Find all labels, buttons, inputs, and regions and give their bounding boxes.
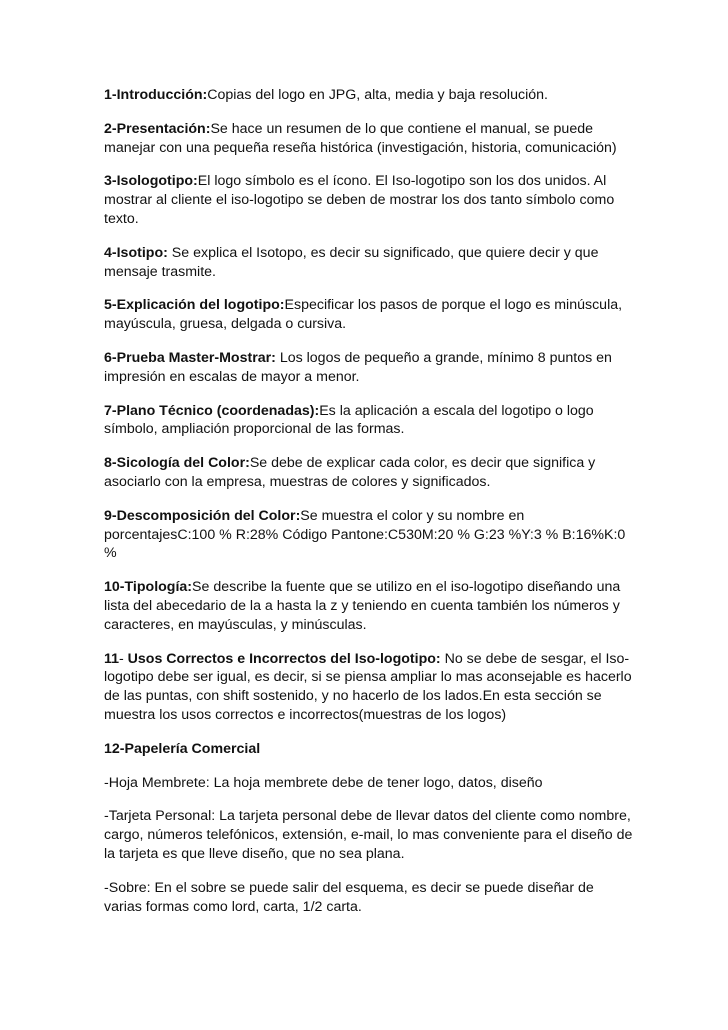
section-6-heading: 6-Prueba Master-Mostrar: bbox=[104, 349, 276, 366]
section-8-text: Se debe de explicar cada color, es decir que significa y asociarlo con la empresa, muestras de colores y significados. bbox=[104, 455, 596, 490]
item-sobre-text: -Sobre: En el sobre se puede salir del esquema, es decir se puede diseñar de varias formas como lord, carta, 1/2 carta. bbox=[104, 879, 594, 915]
section-10-text: Se describe la fuente que se utilizo en el iso-logotipo diseñando una lista del abecedario de la a hasta la z y teniendo en cuenta también los números y caracteres, en mayúsculas, y minúsculas. bbox=[104, 579, 621, 633]
section-7-text: Es la aplicación a escala del logotipo o logo símbolo, ampliación proporcional de las formas. bbox=[104, 402, 594, 438]
section-9-heading: 9-Descomposición del Color: bbox=[104, 507, 301, 524]
item-hoja-membrete-text: -Hoja Membrete: La hoja membrete debe de tener logo, datos, diseño bbox=[104, 774, 543, 791]
section-3-text: El logo símbolo es el ícono. El Iso-logotipo son los dos unidos. Al mostrar al cliente el iso-logotipo se deben de mostrar los dos tanto símbolo como texto. bbox=[104, 173, 615, 227]
section-5-text: Especificar los pasos de porque el logo es minúscula, mayúscula, gruesa, delgada o cursiva. bbox=[104, 297, 623, 333]
item-sobre bbox=[104, 879, 634, 917]
section-11: 11- Usos Correctos e Incorrectos del Iso-logotipo: No se debe de sesgar, el Iso-logotipo debe ser igual, es decir, si se piensa ampliar lo mas aconsejable es hacerlo de las puntas, con shift sostenido, y no hacerlo de los lados.En esta sección se muestra los usos correctos e incorrectos(muestras de los logos) bbox=[104, 650, 632, 723]
section-9-text: Se muestra el color y su nombre en porcentajesC:100 % R:28% Código Pantone:C530M:20 % G:23 %Y:3 % B:16%K:0 % bbox=[104, 507, 626, 562]
item-tarjeta-personal-text: -Tarjeta Personal: La tarjeta personal debe de llevar datos del cliente como nombre, cargo, números telefónicos, extensión, e-mail, lo mas conveniente para el diseño de la tarjeta es que lleve diseño, que no sea plana. bbox=[104, 808, 633, 862]
section-4 bbox=[104, 244, 634, 282]
section-10 bbox=[104, 578, 634, 634]
section-1-heading: 1-Introducción: bbox=[104, 87, 208, 103]
section-8 bbox=[104, 454, 634, 492]
section-2-text: Se hace un resumen de lo que contiene el manual, se puede manejar con una pequeña reseña histórica (investigación, historia, comunicación) bbox=[104, 120, 617, 156]
item-hoja-membrete bbox=[104, 774, 634, 793]
section-7-heading: 7-Plano Técnico (coordenadas): bbox=[104, 402, 320, 419]
section-1 bbox=[104, 86, 634, 105]
section-12-heading: 12-Papelería Comercial bbox=[104, 740, 261, 757]
item-tarjeta-personal bbox=[104, 807, 634, 863]
section-12 bbox=[104, 740, 634, 759]
section-2-heading: 2-Presentación: bbox=[104, 120, 211, 137]
section-9 bbox=[104, 507, 634, 563]
section-6 bbox=[104, 349, 634, 387]
section-11-number: 11 bbox=[104, 650, 119, 667]
section-6-text: Los logos de pequeño a grande, mínimo 8 puntos en impresión en escalas de mayor a menor. bbox=[104, 349, 612, 385]
section-4-text: Se explica el Isotopo, es decir su significado, que quiere decir y que mensaje trasmite. bbox=[104, 244, 599, 280]
document-page bbox=[104, 86, 634, 931]
section-11-heading: Usos Correctos e Incorrectos del Iso-logotipo: bbox=[127, 650, 441, 667]
section-4-heading: 4-Isotipo: bbox=[104, 244, 168, 261]
section-8-heading: 8-Sicología del Color: bbox=[104, 455, 250, 472]
section-11-text: No se debe de sesgar, el Iso-logotipo debe ser igual, es decir, si se piensa ampliar lo mas aconsejable es hacerlo de las puntas, con shift sostenido, y no hacerlo de los lados.En esta sección se muestra los usos correctos e incorrectos(muestras de los logos) bbox=[104, 650, 632, 723]
section-5 bbox=[104, 296, 634, 334]
section-2 bbox=[104, 120, 634, 158]
section-10-heading: 10-Tipología: bbox=[104, 579, 193, 596]
section-3-heading: 3-Isologotipo: bbox=[104, 173, 198, 190]
section-3 bbox=[104, 172, 634, 228]
section-7 bbox=[104, 402, 634, 440]
section-5-heading: 5-Explicación del logotipo: bbox=[104, 297, 285, 314]
section-1-text: Copias del logo en JPG, alta, media y baja resolución. bbox=[207, 87, 548, 103]
